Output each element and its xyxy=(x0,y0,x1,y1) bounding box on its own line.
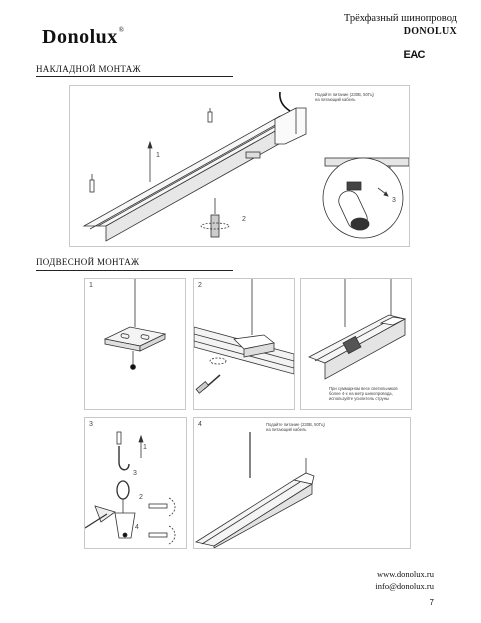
surface-mount-diagram xyxy=(69,85,410,247)
suspension-panel-5 xyxy=(193,417,411,549)
reinforcement-note-line1: При суммарном весе светильников xyxy=(329,386,398,391)
suspension-panel-4 xyxy=(84,417,187,549)
registered-mark: ® xyxy=(118,26,125,34)
suspension-panel-1 xyxy=(84,278,186,410)
brand-logo xyxy=(42,26,125,49)
step-label-1: 1 xyxy=(156,152,160,159)
panel-number-4: 4 xyxy=(198,421,202,428)
section-rule-surface xyxy=(36,76,233,77)
suspension-panel-2 xyxy=(193,278,295,410)
suspended-track-drawing xyxy=(194,418,410,548)
reinforcement-note-line3: используйте усилитель струны xyxy=(329,396,390,401)
step-label-2: 2 xyxy=(242,216,246,223)
p5-step-label-4: 4 xyxy=(135,524,139,531)
p4-power-note-line2: на питающий кабель xyxy=(266,427,307,432)
footer-website[interactable]: www.donolux.ru xyxy=(376,569,434,579)
surface-mount-drawing xyxy=(70,86,409,246)
section-title-suspended: ПОДВЕСНОЙ МОНТАЖ xyxy=(36,257,140,267)
power-note-line1: Подайте питание (230В, 50Гц) xyxy=(315,92,374,97)
section-rule-suspended xyxy=(36,270,233,271)
page-number: 7 xyxy=(429,598,434,607)
p5-step-label-3: 3 xyxy=(133,470,137,477)
footer-email[interactable]: info@donolux.ru xyxy=(375,581,434,591)
reinforcement-note-line2: более 4-х на метр шинопровода, xyxy=(329,391,393,396)
panel-number-1: 1 xyxy=(89,282,93,289)
section-title-surface: НАКЛАДНОЙ МОНТАЖ xyxy=(36,64,141,74)
p5-step-label-2: 2 xyxy=(139,494,143,501)
document-brand-title: DONOLUX xyxy=(403,26,457,37)
panel-number-2: 2 xyxy=(198,282,202,289)
ceiling-bracket-drawing xyxy=(85,279,185,409)
step-label-3: 3 xyxy=(392,197,396,204)
track-bracket-drawing xyxy=(194,279,294,409)
panel-number-3: 3 xyxy=(89,421,93,428)
p4-power-note-line1: Подайте питание (230В, 50Гц) xyxy=(266,422,325,427)
power-note-line2: на питающий кабель xyxy=(315,97,356,102)
suspension-panel-3 xyxy=(300,278,412,410)
p5-step-label-1: 1 xyxy=(143,444,147,451)
document-title: Трёхфазный шинопровод xyxy=(343,13,457,24)
brand-name: Donolux xyxy=(42,26,118,48)
eac-certification-mark: ЕАС xyxy=(403,49,425,61)
